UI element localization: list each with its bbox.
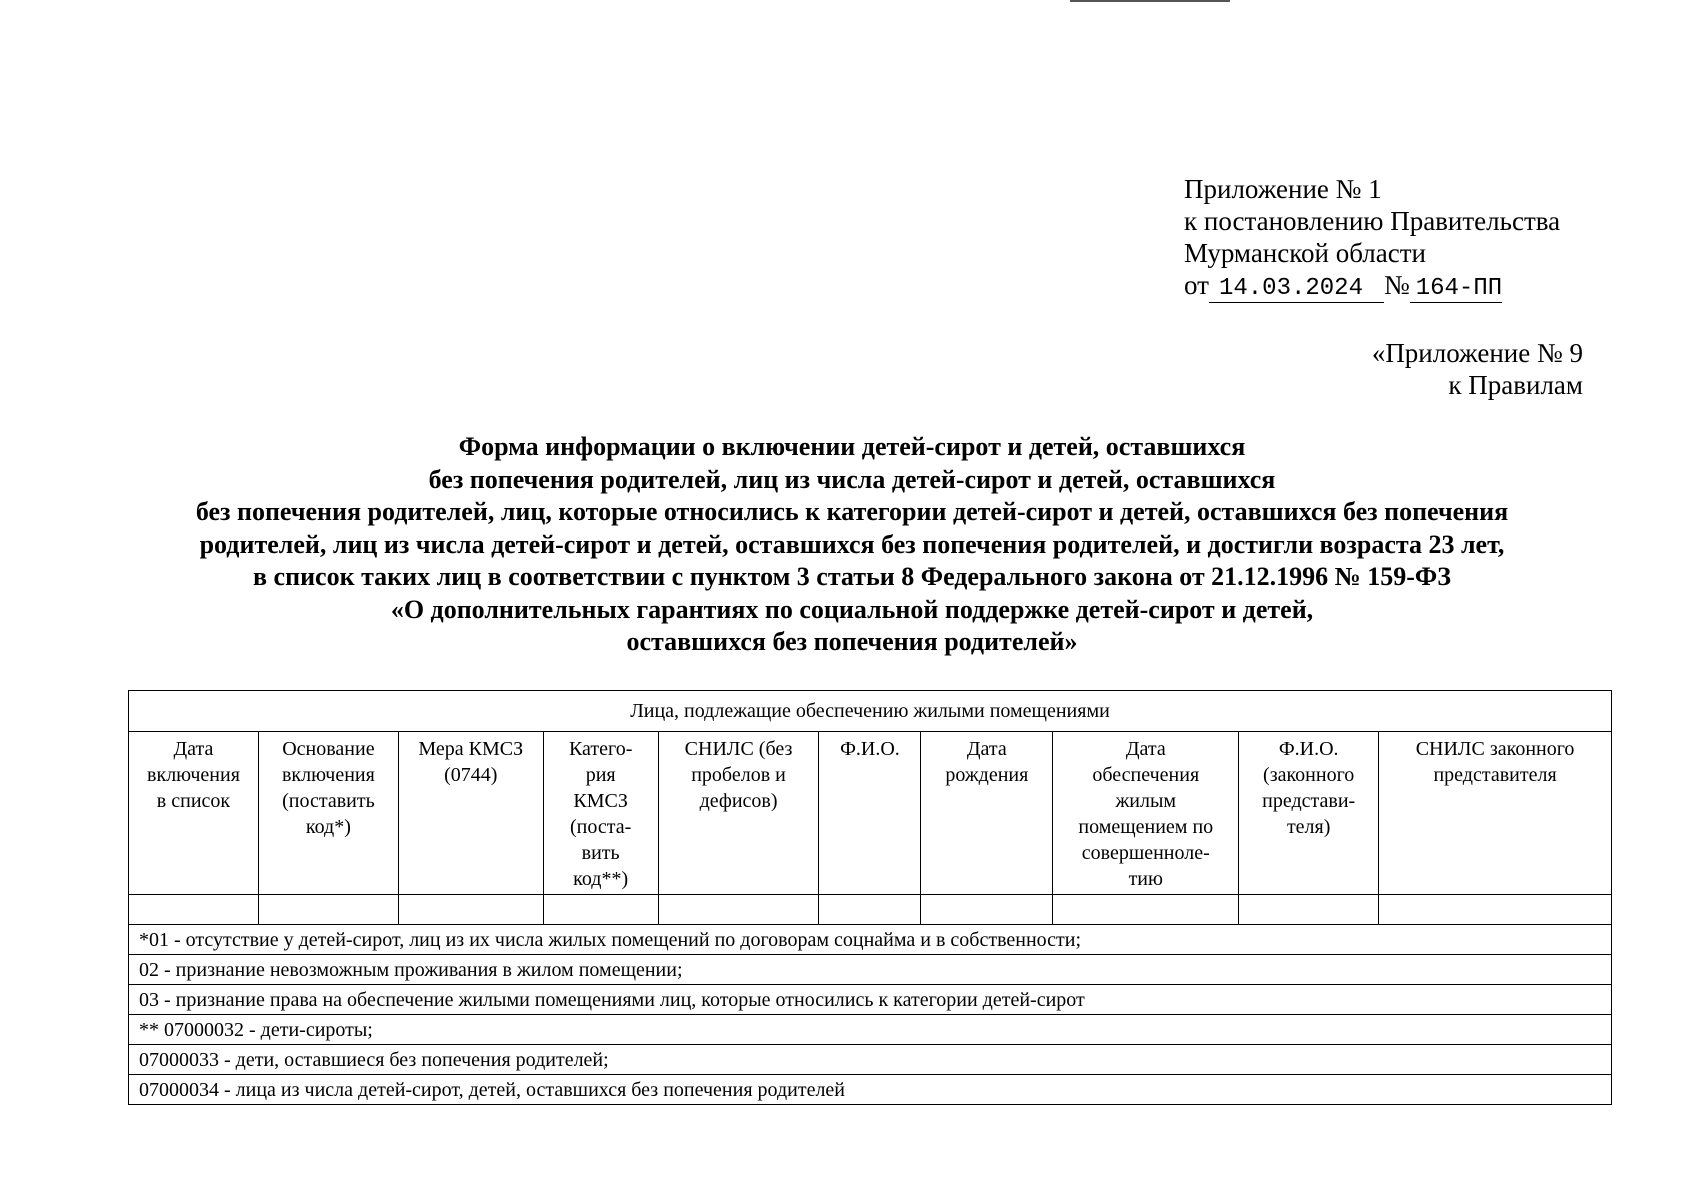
table-note: 07000034 - лица из числа детей-сирот, детей, оставшихся без попечения родителей <box>129 1075 1612 1105</box>
column-header <box>1379 732 1612 895</box>
table-cell <box>1379 895 1612 925</box>
column-header <box>658 732 819 895</box>
column-header-line: дефисов) <box>699 790 778 812</box>
column-header-line: тию <box>1128 868 1163 890</box>
appendix-line-1: «Приложение № 9 <box>1371 338 1583 368</box>
column-header-line: пробелов и <box>691 764 786 786</box>
column-header-line: Ф.И.О. <box>1278 738 1339 760</box>
column-header-line: теля) <box>1286 816 1331 838</box>
column-header-line: (законного <box>1263 764 1355 786</box>
column-header <box>1239 732 1379 895</box>
column-header-line: СНИЛС законного <box>1415 738 1575 760</box>
table-cell <box>398 895 543 925</box>
title-line: без попечения родителей, лиц, которые относились к категории детей-сирот и детей, оставшихся без попечения <box>195 497 1509 526</box>
column-header-line: представи- <box>1262 790 1356 812</box>
column-header <box>819 732 921 895</box>
column-header-line: обеспечения <box>1092 764 1200 786</box>
date-prefix: от <box>1184 270 1209 300</box>
table-caption-row <box>129 691 1612 732</box>
column-header-line: представителя <box>1433 764 1557 786</box>
table-cell <box>921 895 1053 925</box>
table-note: 02 - признание невозможным проживания в жилом помещении; <box>129 955 1612 985</box>
column-header <box>1053 732 1239 895</box>
column-header <box>543 732 658 895</box>
approval-block <box>1184 173 1560 303</box>
column-header-line: Дата <box>173 738 214 760</box>
title-line: родителей, лиц из числа детей-сирот и детей, оставшихся без попечения родителей, и достигли возраста 23 лет, <box>199 529 1505 559</box>
column-header-line: помещением по <box>1078 816 1214 838</box>
column-header-line: включения <box>281 764 375 786</box>
column-header-line: Катего- <box>568 738 633 760</box>
title-line: оставшихся без попечения родителей» <box>626 627 1078 656</box>
table-cell <box>258 895 398 925</box>
column-header <box>258 732 398 895</box>
table-note-row <box>129 1015 1612 1045</box>
column-header-line: (0744) <box>444 764 498 786</box>
column-header-line: рия <box>585 764 616 786</box>
form-title <box>100 431 1604 659</box>
persons-table <box>128 690 1612 1105</box>
table-note-row <box>129 1045 1612 1075</box>
column-header-line: Дата <box>966 738 1007 760</box>
column-header-line: (поста- <box>570 816 632 838</box>
column-header-line: Ф.И.О. <box>840 738 900 760</box>
approval-line-3: Мурманской области <box>1184 238 1426 268</box>
table-note: ** 07000032 - дети-сироты; <box>129 1015 1612 1045</box>
table-caption: Лица, подлежащие обеспечению жилыми помещениями <box>129 691 1612 732</box>
column-header <box>129 732 259 895</box>
column-header-line: вить <box>581 842 620 864</box>
table-cell <box>658 895 819 925</box>
column-header-line: жилым <box>1115 790 1177 812</box>
column-header-line: СНИЛС (без <box>684 738 793 760</box>
table-note-row <box>129 1075 1612 1105</box>
number-prefix: № <box>1383 270 1410 300</box>
top-edge-line <box>1070 0 1230 2</box>
approval-line-1: Приложение № 1 <box>1184 174 1382 204</box>
table-note: 03 - признание права на обеспечение жилыми помещениями лиц, которые относились к категории детей-сирот <box>129 985 1612 1015</box>
column-header-line: Мера КМСЗ <box>418 738 524 760</box>
title-line: без попечения родителей, лиц из числа детей-сирот и детей, оставшихся <box>428 464 1276 494</box>
column-header-line: в список <box>156 790 231 812</box>
appendix-reference <box>1372 337 1583 401</box>
column-header-line: Дата <box>1125 738 1166 760</box>
title-line: в список таких лиц в соответствии с пунктом 3 статьи 8 Федерального закона от 21.12.1996 № 159-ФЗ <box>253 562 1451 591</box>
table-cell <box>129 895 259 925</box>
table-cell <box>819 895 921 925</box>
approval-date-line <box>1184 269 1560 303</box>
column-header <box>921 732 1053 895</box>
table-note: *01 - отсутствие у детей-сирот, лиц из их числа жилых помещений по договорам соцнайма и в собственности; <box>129 925 1612 955</box>
column-header-line: включения <box>147 764 240 786</box>
appendix-line-2: к Правилам <box>1448 370 1583 400</box>
table-note: 07000033 - дети, оставшиеся без попечения родителей; <box>129 1045 1612 1075</box>
decree-date: 14.03.2024 <box>1209 276 1384 303</box>
decree-number: 164-ПП <box>1410 276 1502 303</box>
table-note-row <box>129 955 1612 985</box>
table-cell <box>543 895 658 925</box>
table-note-row <box>129 985 1612 1015</box>
title-line: «О дополнительных гарантиях по социальной поддержке детей-сирот и детей, <box>390 594 1314 624</box>
column-header-line: код*) <box>305 816 351 838</box>
table-note-row <box>129 925 1612 955</box>
column-header-line: рождения <box>945 764 1029 786</box>
approval-line-2: к постановлению Правительства <box>1184 206 1561 236</box>
table-header-row <box>129 732 1612 895</box>
title-line: Форма информации о включении детей-сирот и детей, оставшихся <box>458 432 1246 461</box>
column-header-line: код**) <box>573 868 629 890</box>
column-header-line: (поставить <box>282 790 375 812</box>
table-empty-row <box>129 895 1612 925</box>
table-cell <box>1053 895 1239 925</box>
column-header <box>398 732 543 895</box>
column-header-line: совершенноле- <box>1081 842 1210 864</box>
column-header-line: Основание <box>282 738 375 760</box>
column-header-line: КМСЗ <box>573 790 628 812</box>
table-cell <box>1239 895 1379 925</box>
